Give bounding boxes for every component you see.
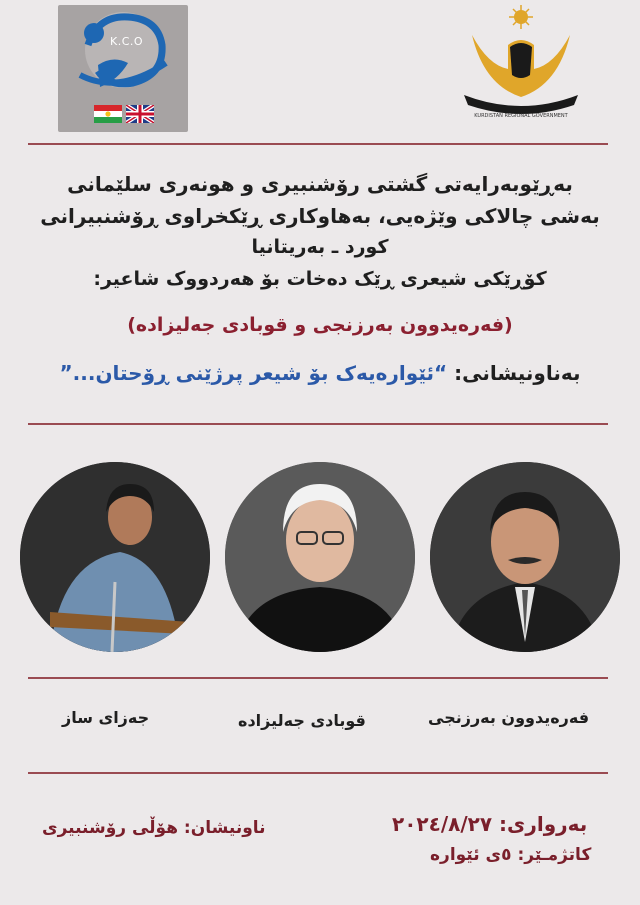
- event-title: “ئێوارەیەک بۆ شیعر پرژێنی ڕۆحتان...”: [59, 361, 448, 385]
- date-line: [392, 812, 587, 836]
- kco-mark-icon: [58, 5, 188, 132]
- divider-top: [28, 143, 608, 145]
- kurdistan-flag-icon: [94, 105, 122, 123]
- heading-line-1: بەڕێوبەرایەتی گشتی رۆشنبیری و هونەری سلێمانی: [67, 172, 573, 196]
- portrait-icon: [20, 462, 210, 652]
- date-label: بەرواری:: [499, 812, 588, 836]
- krg-eagle-icon: [454, 5, 588, 115]
- time-label: کاتژمـێر:: [517, 845, 592, 865]
- heading-line-4: کۆڕێکی شیعری ڕێک دەخات بۆ هەردووک شاعیر:: [93, 268, 547, 290]
- portrait-icon: [225, 462, 415, 652]
- divider-bottom: [28, 772, 608, 774]
- participant-name-1: فەرەیدوون بەرزنجی: [428, 708, 590, 727]
- kco-label: K.C.O: [110, 35, 144, 48]
- photo-qubad: [225, 462, 415, 652]
- time-value: ٥ی ئێوارە: [430, 845, 512, 865]
- participant-name-3: جەزای ساز: [62, 708, 150, 727]
- time-line: [430, 845, 591, 865]
- place-line: [42, 818, 266, 838]
- participant-name-2: قوبادی جەلیزادە: [238, 711, 366, 730]
- heading-line-3: کورد ـ بەریتانیا: [251, 236, 389, 258]
- heading-line-2: بەشی چالاکی وێژەیی، بەهاوکاری ڕێکخراوی ڕۆشنبیرانی: [40, 204, 600, 228]
- krg-label: KURDISTAN REGIONAL GOVERNMENT: [474, 113, 568, 119]
- event-title-line: [28, 361, 612, 385]
- place-value: هۆڵی رۆشنبیری: [42, 818, 178, 838]
- poets-line: (فەرەیدوون بەرزنجی و قوبادی جەلیزادە): [127, 314, 513, 336]
- portrait-icon: [430, 462, 620, 652]
- place-label: ناونیشان:: [183, 818, 266, 838]
- uk-flag-icon: [126, 105, 154, 123]
- date-value: ٢٠٢٤/٨/٢٧: [392, 812, 493, 836]
- title-label: بەناونیشانی:: [454, 361, 581, 385]
- divider-names-top: [28, 677, 608, 679]
- kco-logo: [58, 5, 188, 132]
- photo-fereydoun: [430, 462, 620, 652]
- divider-middle: [28, 423, 608, 425]
- photo-jazay-saz: [20, 462, 210, 652]
- krg-emblem: [454, 5, 588, 130]
